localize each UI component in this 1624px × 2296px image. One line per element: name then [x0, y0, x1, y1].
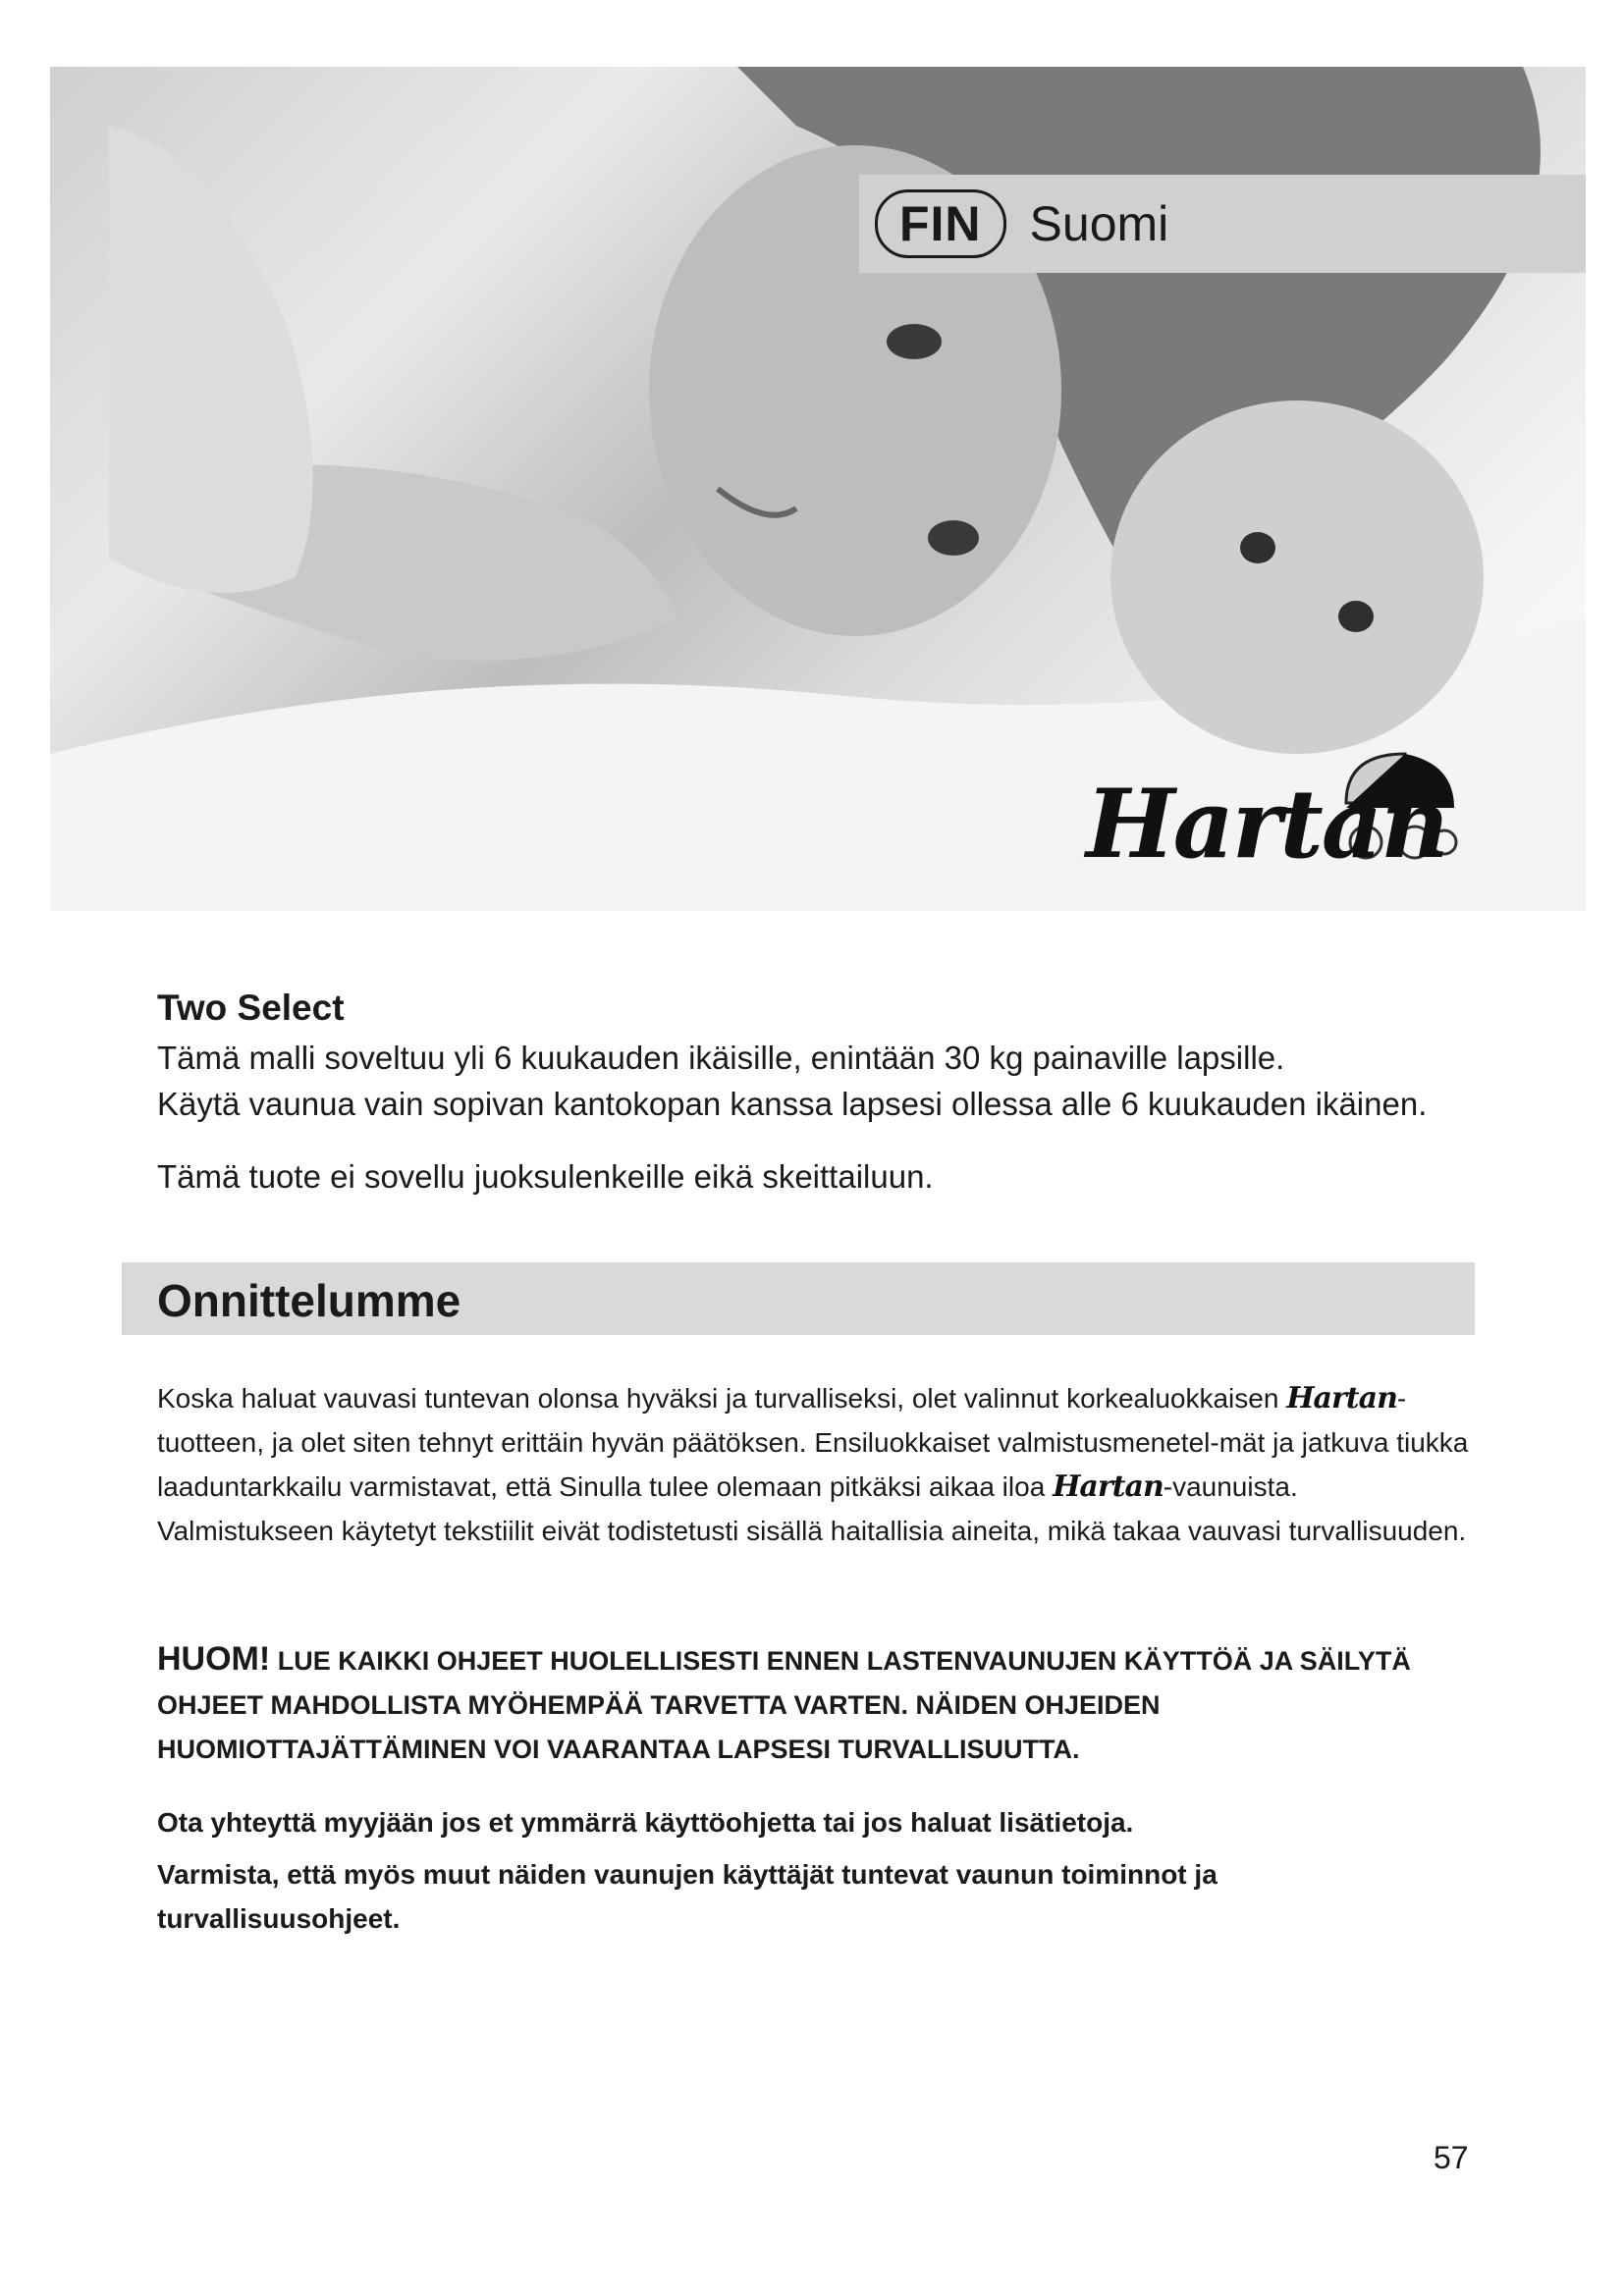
- hartan-inline-logo: Hartan: [1286, 1381, 1397, 1415]
- congratulations-text: [157, 1376, 1478, 1553]
- warning-lead: HUOM!: [157, 1640, 271, 1678]
- intro-line-1: Tämä malli soveltuu yli 6 kuukauden ikäisille, enintään 30 kg painaville lapsille.: [157, 1040, 1285, 1076]
- section-title: Onnittelumme: [157, 1275, 461, 1326]
- warning-body: LUE KAIKKI OHJEET HUOLELLISESTI ENNEN LASTENVAUNUJEN KÄYTTÖÄ JA SÄILYTÄ OHJEET MAHDOLLISTA MYÖHEMPÄÄ TARVETTA VARTEN. NÄIDEN OHJEIDEN HUOMIOTTAJÄTTÄMINEN VOI VAARANTAA LAPSESI TURVALLISUUTTA.: [157, 1646, 1411, 1764]
- hartan-logo: Hartan: [1086, 769, 1447, 880]
- hartan-inline-logo: Hartan: [1053, 1469, 1164, 1504]
- body-part-2: -tuotteen, ja olet siten tehnyt erittäin hyvän päätöksen. Ensiluokkaiset valmistusmenetel-mät ja jatkuva tiukka laaduntarkkailu varmistavat, että Sinulla tulee olemaan pitkäksi aikaa iloa: [157, 1383, 1469, 1502]
- body-part-1: Koska haluat vauvasi tuntevan olonsa hyväksi ja turvalliseksi, olet valinnut korkealuokkaisen: [157, 1383, 1287, 1414]
- product-title: Two Select: [157, 988, 345, 1028]
- warning-text: [157, 1637, 1473, 1772]
- language-bar: [859, 175, 1586, 273]
- intro-line-2: Käytä vaunua vain sopivan kantokopan kanssa lapsesi ollessa alle 6 kuukauden ikäinen.: [157, 1086, 1428, 1122]
- product-intro: [157, 1035, 1473, 1127]
- contact-text: Ota yhteyttä myyjään jos et ymmärrä käyttöohjetta tai jos haluat lisätietoja.: [157, 1807, 1134, 1838]
- section-header-bar: [122, 1262, 1475, 1335]
- language-code-badge: FIN: [875, 189, 1006, 258]
- language-name: Suomi: [1029, 196, 1169, 251]
- body-part-3: -vaunuista. Valmistukseen käytetyt tekstiilit eivät todistetusti sisällä haitallisia aineita, mikä takaa vauvasi turvallisuuden.: [157, 1471, 1467, 1546]
- page-number: 57: [1434, 2140, 1469, 2175]
- usage-note: Tämä tuote ei sovellu juoksulenkeille eikä skeittailuun.: [157, 1158, 934, 1195]
- instruction-text: Varmista, että myös muut näiden vaunujen käyttäjät tuntevat vaunun toiminnot ja turvallisuusohjeet.: [157, 1859, 1218, 1934]
